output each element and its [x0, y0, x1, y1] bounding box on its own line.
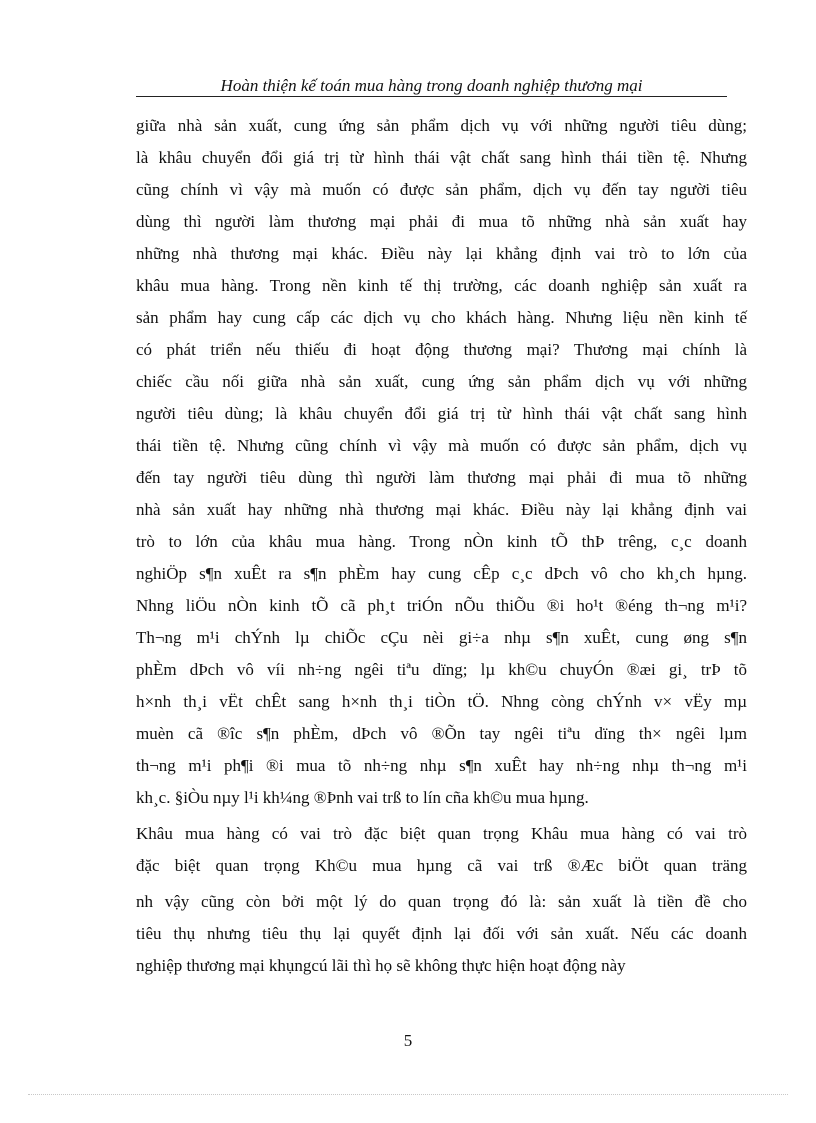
page-number: 5 — [403, 1031, 413, 1050]
text-line: đến tay người tiêu dùng thì người làm thương mại phải đi mua tõ những — [136, 468, 747, 487]
text-line: nh vậy cũng còn bởi một lý do quan trọng đó là: sản xuất là tiền đề cho — [136, 892, 747, 911]
text-line: khâu mua hàng. Trong nền kinh tế thị trường, các doanh nghiệp sản xuất ra — [136, 276, 747, 295]
text-line: Khâu mua hàng có vai trò đặc biệt quan trọng Khâu mua hàng có vai trò — [136, 824, 747, 843]
text-line: là khâu chuyển đổi giá trị từ hình thái vật chất sang hình thái tiền tệ. Nhưng — [136, 148, 747, 167]
text-line: sản phẩm hay cung cấp các dịch vụ cho khách hàng. Nhưng liệu nền kinh tế — [136, 308, 747, 327]
text-line: nghiệp thương mại khụngcú lãi thì họ sẽ không thực hiện hoạt động này — [136, 956, 626, 975]
text-line: trò to lớn của khâu mua hàng. Trong nÒn kinh tÕ thÞ trêng, c¸c doanh — [136, 532, 747, 551]
page-bottom-divider — [28, 1094, 788, 1095]
text-line: có phát triển nếu thiếu đi hoạt động thương mại? Thương mại chính là — [136, 340, 747, 359]
text-line: những nhà thương mại khác. Điều này lại khẳng định vai trò to lớn của — [136, 244, 747, 263]
text-line: đặc biệt quan trọng Kh©u mua hµng cã vai trß ®Æc biÖt quan träng — [136, 856, 747, 875]
text-line: dùng thì người làm thương mại phải đi mua tõ những nhà sản xuất hay — [136, 212, 747, 231]
text-line: tiêu thụ nhưng tiêu thụ lại quyết định lại đối với sản xuất. Nếu các doanh — [136, 924, 747, 943]
text-line: h×nh th¸i vËt chÊt sang h×nh th¸i tiÒn tÖ. Nhng còng chÝnh v× vËy mµ — [136, 692, 747, 711]
text-line: muèn cã ®îc s¶n phÈm, dÞch vô ®Õn tay ngêi tiªu dïng th× ngêi lµm — [136, 724, 747, 743]
text-line: nghiÖp s¶n xuÊt ra s¶n phÈm hay cung cÊp c¸c dÞch vô cho kh¸ch hµng. — [136, 564, 747, 583]
running-header: Hoàn thiện kế toán mua hàng trong doanh nghiệp thương mại — [136, 76, 727, 97]
text-line: phÈm dÞch vô víi nh÷ng ngêi tiªu dïng; lµ kh©u chuyÓn ®æi gi¸ trÞ tõ — [136, 660, 747, 679]
text-line: Nhng liÖu nÒn kinh tÕ cã ph¸t triÓn nÕu thiÕu ®i ho¹t ®éng th¬ng m¹i? — [136, 596, 747, 615]
text-line: Th¬ng m¹i chÝnh lµ chiÕc cÇu nèi gi÷a nhµ s¶n xuÊt, cung øng s¶n — [136, 628, 747, 647]
text-line: người tiêu dùng; là khâu chuyển đổi giá trị từ hình thái vật chất sang hình — [136, 404, 747, 423]
text-line: nhà sản xuất hay những nhà thương mại khác. Điều này lại khẳng định vai — [136, 500, 747, 519]
text-line: th¬ng m¹i ph¶i ®i mua tõ nh÷ng nhµ s¶n xuÊt hay nh÷ng nhµ th¬ng m¹i — [136, 756, 747, 775]
text-line: kh¸c. §iÒu nµy l¹i kh¼ng ®Þnh vai trß to lín cña kh©u mua hµng. — [136, 788, 589, 807]
text-line: chiếc cầu nối giữa nhà sản xuất, cung ứng sản phẩm dịch vụ với những — [136, 372, 747, 391]
text-line: thái tiền tệ. Nhưng cũng chính vì vậy mà muốn có được sản phẩm, dịch vụ — [136, 436, 747, 455]
text-line: giữa nhà sản xuất, cung ứng sản phẩm dịch vụ với những người tiêu dùng; — [136, 116, 747, 135]
text-line: cũng chính vì vậy mà muốn có được sản phẩm, dịch vụ đến tay người tiêu — [136, 180, 747, 199]
